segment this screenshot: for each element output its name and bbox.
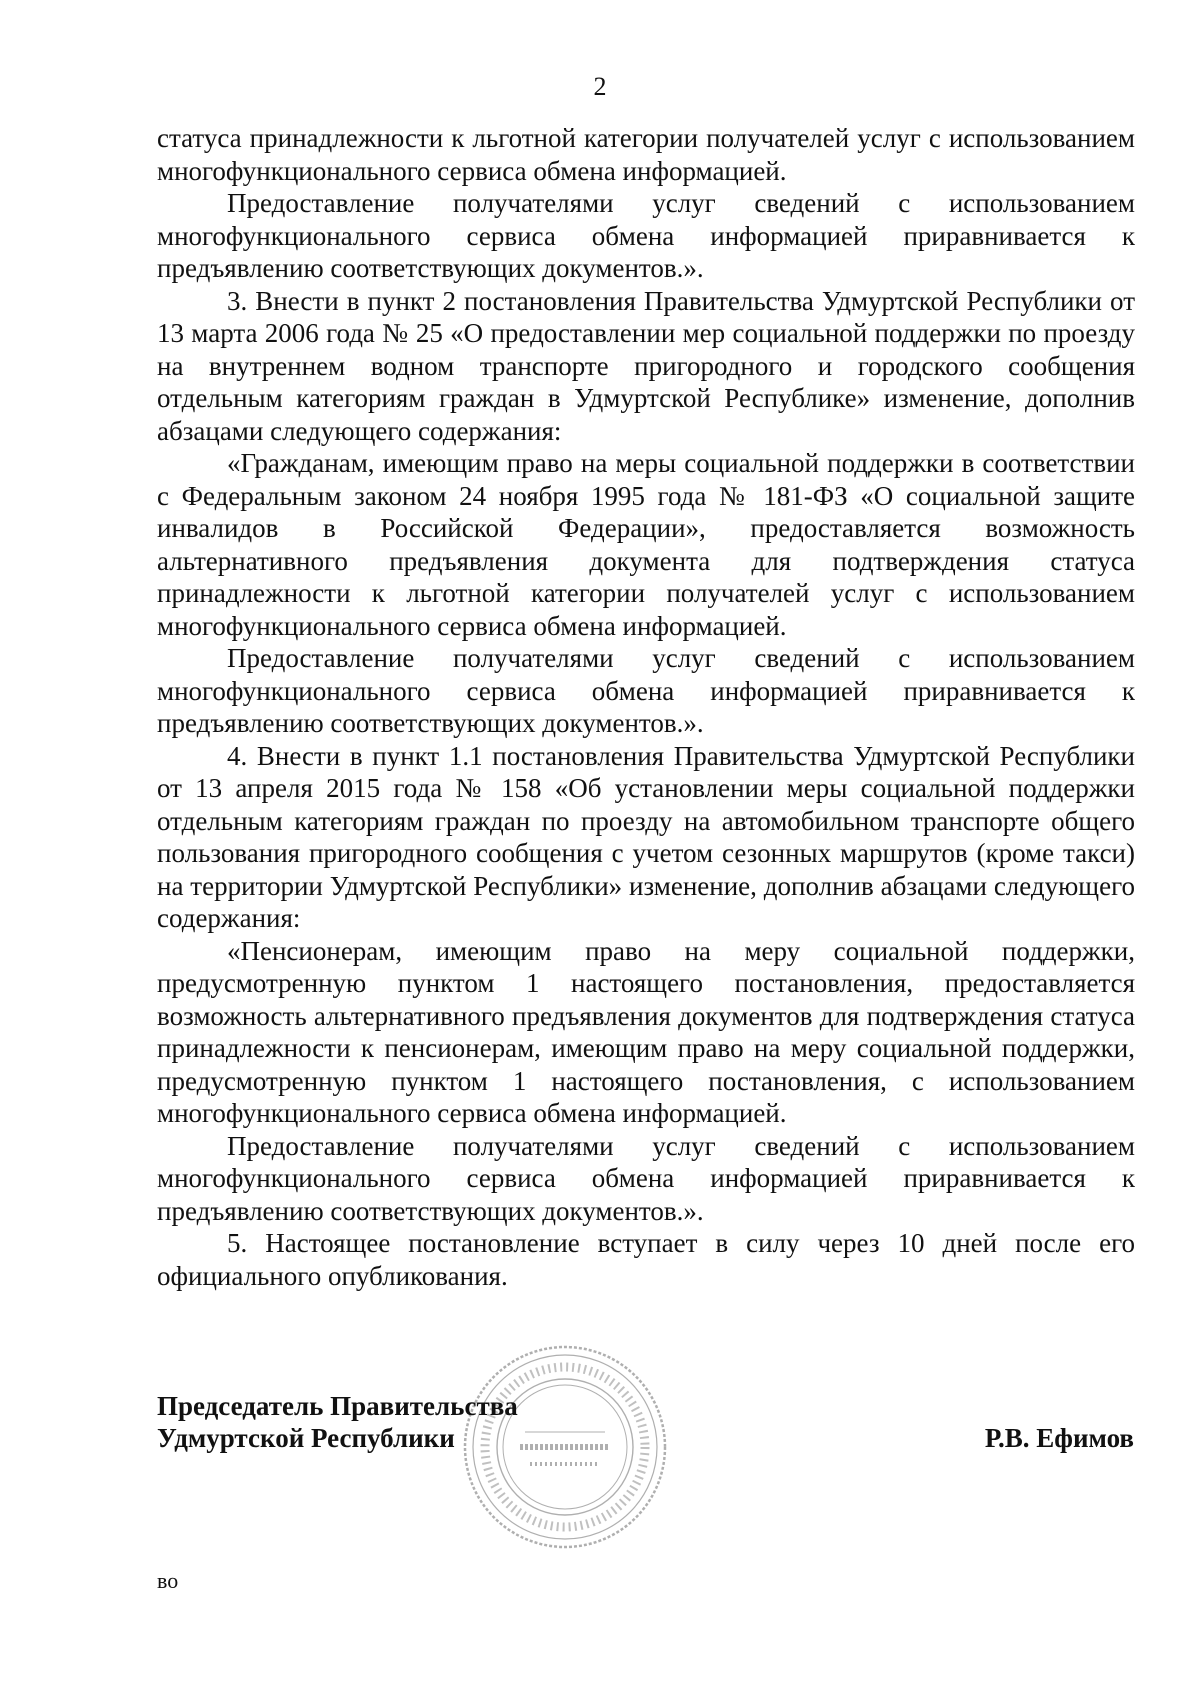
- paragraph: Предоставление получателями услуг сведений с использованием многофункционального сервиса обмена информацией приравнивается к предъявлению соответствующих документов.».: [157, 188, 1135, 283]
- signatory-position-line: Председатель Правительства: [157, 1391, 518, 1421]
- paragraph: Предоставление получателями услуг сведений с использованием многофункционального сервиса обмена информацией приравнивается к предъявлению соответствующих документов.».: [157, 1130, 1135, 1226]
- paragraph: статуса принадлежности к льготной категории получателей услуг с использованием многофункционального сервиса обмена информацией.: [157, 123, 1135, 186]
- signatory-name: Р.В. Ефимов: [984, 1423, 1134, 1453]
- signatory-position-line: Удмуртской Республики: [157, 1423, 455, 1453]
- executor-mark: во: [157, 1568, 179, 1593]
- paragraph: «Пенсионерам, имеющим право на меру социальной поддержки, предусмотренную пунктом 1 настоящего постановления, предоставляется возможность альтернативного предъявления документов для подтверждения статуса принадлежности к пенсионерам, имеющим право на меру социальной поддержки, предусмотренную пунктом 1 настоящего постановления, с использованием многофункционального сервиса обмена информацией.: [157, 935, 1135, 1128]
- paragraph: 4. Внести в пункт 1.1 постановления Правительства Удмуртской Республики от 13 апреля 2015 года № 158 «Об установлении меры социальной поддержки отдельным категориям граждан по проезду на автомобильном транспорте общего пользования пригородного сообщения с учетом сезонных маршрутов (кроме такси) на территории Удмуртской Республики» изменение, дополнив абзацами следующего содержания:: [157, 740, 1135, 933]
- signatory-position: [157, 1390, 518, 1454]
- paragraph: 3. Внести в пункт 2 постановления Правительства Удмуртской Республики от 13 марта 2006 года № 25 «О предоставлении мер социальной поддержки по проезду на внутреннем водном транспорте пригородного и городского сообщения отдельным категориям граждан в Удмуртской Республике» изменение, дополнив абзацами следующего содержания:: [157, 285, 1135, 446]
- paragraph: Предоставление получателями услуг сведений с использованием многофункционального сервиса обмена информацией приравнивается к предъявлению соответствующих документов.».: [157, 643, 1135, 738]
- document-body: [157, 122, 1135, 1292]
- paragraph: 5. Настоящее постановление вступает в силу через 10 дней после его официального опубликования.: [157, 1228, 1135, 1291]
- page-number: 2: [593, 72, 607, 101]
- paragraph: «Гражданам, имеющим право на меры социальной поддержки в соответствии с Федеральным законом 24 ноября 1995 года № 181-ФЗ «О социальной защите инвалидов в Российской Федерации», предоставляется возможность альтернативного предъявления документа для подтверждения статуса принадлежности к льготной категории получателей услуг с использованием многофункционального сервиса обмена информацией.: [157, 448, 1135, 641]
